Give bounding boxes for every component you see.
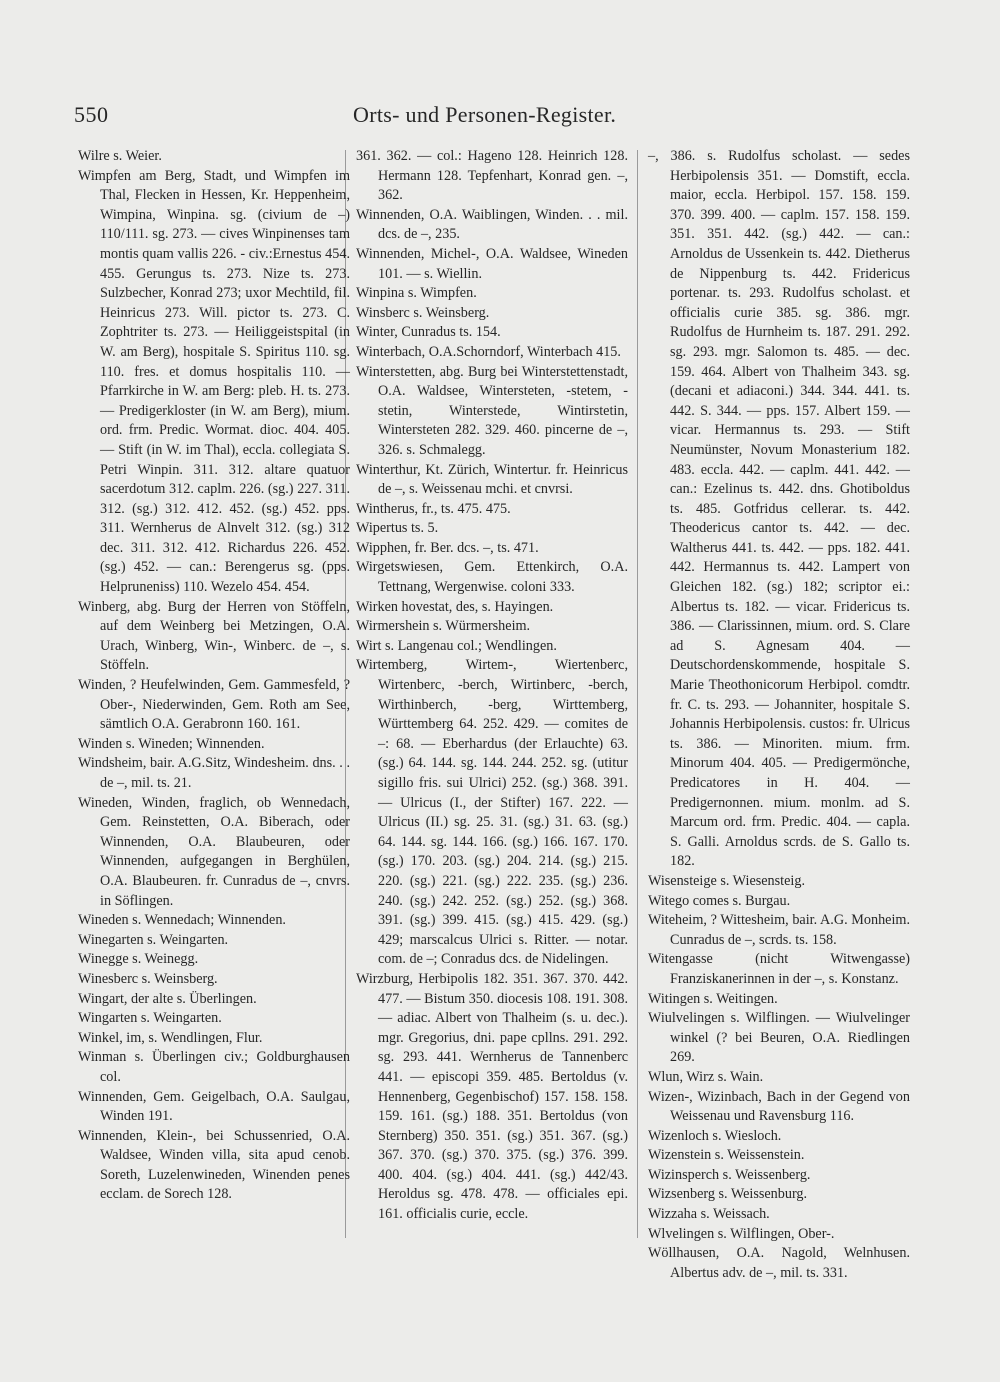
- register-entry: Wirken hovestat, des, s. Hayingen.: [356, 598, 554, 615]
- register-entry: Wirtemberg, Wirtem-, Wiertenberc, Wirtenberc, -berch, Wirtinberc, -berch, Wirthinberch, -berg, Wirttemberg, Württemberg 64. 252. 429. — comites de –: 68. — Eberhardus (der Erlauchte) 63. (sg.) 64. 144. sg. 144. 244. 252. sg. (utitur sigillo fris. sui Ulrici) 252. (sg.) 368. 391. — Ulricus (I., der Stifter) 167. 222. — Ulricus (II.) sg. 25. 31. (sg.) 31. 63. (sg.) 64. 144. sg. 144. 166. (sg.) 166. 167. 170. (sg.) 170. 203. (sg.) 204. 214. (sg.) 215. 220. (sg.) 221. (sg.) 222. 235. (sg.) 236. 240. (sg.) 242. 252. (sg.) 252. (sg.) 368. 391. (sg.) 399. 415. (sg.) 415. 429. (sg.) 429; marscalcus Ulrici s. Ritter. — notar. com. de –; Conradus dcs. de Nidelingen.: [356, 657, 628, 968]
- register-entry: Winnenden, O.A. Waiblingen, Winden. . . mil. dcs. de –, 235.: [356, 206, 628, 243]
- register-entry: –, 386. s. Rudolfus scholast. — sedes Herbipolensis 351. — Domstift, eccla. maior, eccla. Herbipol. 157. 158. 159. 370. 399. 400. — caplm. 157. 158. 159. 351. 351. 442. (sg.) 442. — can.: Arnoldus de Ussenkein ts. 442. Dietherus de Nippenburg ts. 442. Fridericus portenar. ts. 293. Rudolfus scholast. et officialis curie 385. sg. 386. mgr. Rudolfus de Hurnheim ts. 187. 291. 292. sg. 293. mgr. Salomon ts. 485. — dec. 159. 464. Albert von Thalheim 343. sg. (decani et adiaconi.) 344. 344. 441. ts. 442. S. 344. — pps. 157. Albert 159. — vicar. Hermannus ts. 293. — Stift Neumünster, Novum Monasterium 182. 483. eccla. 442. — caplm. 441. 442. — can.: Ezelinus ts. 442. dns. Ghotiboldus ts. 485. Gotfridus cellerar. ts. 442. Theodericus cantor ts. 442. — dec. Waltherus 441. ts. 442. — pps. 182. 441. 442. Hermannus ts. 442. Lampert von Gleichen 182. (sg.) 182; scriptor ei.: Albertus ts. 182. — vicar. Fridericus ts. 386. — Clarissinnen, mium. ord. S. Clare ad S. Agnesam 404. — Deutschordenskommende, hospitale S. Marie Theothonicorum Herbipol. comdtr. fr. C. ts. 293. — Johanniter, hospitale S. Johannis Herbipolensis. custos: fr. Ulricus ts. 386. — Minoriten. mium. frm. Minorum 404. 405. — Predigermönche, Predicatores in H. 404. — Predigernonnen. mium. monlm. ad S. Marcum ord. frm. Predic. 404. — capla. S. Galli. Arnoldus scrds. de S. Gallo ts. 182.: [648, 148, 910, 870]
- register-entry: Winterstetten, abg. Burg bei Winterstettenstadt, O.A. Waldsee, Wintersteten, -stetem, -stetin, Winterstede, Wintirstetin, Wintersteten 282. 329. 460. pincerne de –, 326. s. Schmalegg.: [356, 363, 628, 458]
- register-entry: Wizzaha s. Weissach.: [648, 1206, 770, 1223]
- register-entry: Winegarten s. Weingarten.: [78, 931, 229, 948]
- register-entry: Witingen s. Weitingen.: [648, 990, 778, 1007]
- page-number: 550: [74, 102, 109, 127]
- register-entry: Windsheim, bair. A.G.Sitz, Windesheim. dns. . . de –, mil. ts. 21.: [78, 755, 350, 791]
- register-entry: Witengasse (nicht Witwengasse) Franziskanerinnen in der –, s. Konstanz.: [648, 951, 910, 987]
- page-title: Orts- und Personen-Register.: [353, 102, 617, 127]
- register-entry: Wlvelingen s. Wilflingen, Ober-.: [648, 1225, 835, 1242]
- register-column-middle: [356, 147, 628, 1225]
- register-entry: 361. 362. — col.: Hageno 128. Heinrich 128. Hermann 128. Tepfenhart, Konrad gen. –, 362.: [356, 148, 628, 204]
- register-entry: Wizinsperch s. Weissenberg.: [648, 1166, 811, 1183]
- register-entry: Wizenloch s. Wiesloch.: [648, 1127, 782, 1144]
- register-entry: Wingarten s. Weingarten.: [78, 1010, 222, 1027]
- register-entry: Wirt s. Langenau col.; Wendlingen.: [356, 637, 557, 654]
- register-entry: Winpina s. Wimpfen.: [356, 285, 477, 302]
- register-entry: Winman s. Überlingen civ.; Goldburghausen col.: [78, 1049, 350, 1085]
- register-entry: Winden, ? Heufelwinden, Gem. Gammesfeld, ? Ober-, Niederwinden, Gem. Roth am See, sämtlich O.A. Gerabronn 160. 161.: [78, 677, 350, 733]
- register-entry: Wipphen, fr. Ber. dcs. –, ts. 471.: [356, 539, 539, 556]
- register-entry: Winesberc s. Weinsberg.: [78, 970, 218, 987]
- register-entry: Wizenstein s. Weissenstein.: [648, 1147, 805, 1164]
- register-entry: Wlun, Wirz s. Wain.: [648, 1068, 764, 1085]
- register-entry: Winsberc s. Weinsberg.: [356, 304, 490, 321]
- register-column-right: [648, 147, 910, 1283]
- register-entry: Winnenden, Michel-, O.A. Waldsee, Wineden 101. — s. Wiellin.: [356, 245, 628, 282]
- register-entry: Winberg, abg. Burg der Herren von Stöffeln, auf dem Weinberg bei Metzingen, O.A. Urach, Winberg, Win-, Winberc. de –, s. Stöffeln.: [78, 598, 350, 674]
- register-entry: Wizen-, Wizinbach, Bach in der Gegend von Weissenau und Ravensburg 116.: [648, 1088, 910, 1125]
- register-entry: Wipertus ts. 5.: [356, 520, 439, 537]
- register-entry: Wineden, Winden, fraglich, ob Wennedach, Gem. Reinstetten, O.A. Biberach, oder Winnenden, O.A. Blaubeuren, oder Winnenden, aufgegangen in Berghülen, O.A. Blaubeuren. fr. Cunradus de –, cnvrs. in Söflingen.: [78, 794, 350, 909]
- register-entry: Witego comes s. Burgau.: [648, 892, 791, 909]
- register-entry: Winterthur, Kt. Zürich, Wintertur. fr. Heinricus de –, s. Weissenau mchi. et cnvrsi.: [356, 461, 628, 498]
- register-entry: Wintherus, fr., ts. 475. 475.: [356, 500, 511, 517]
- register-entry: Wöllhausen, O.A. Nagold, Welnhusen. Albertus adv. de –, mil. ts. 331.: [648, 1245, 910, 1281]
- register-entry: Wirgetswiesen, Gem. Ettenkirch, O.A. Tettnang, Wergenwise. coloni 333.: [356, 559, 628, 596]
- register-entry: Winkel, im, s. Wendlingen, Flur.: [78, 1029, 263, 1046]
- register-entry: Winnenden, Gem. Geigelbach, O.A. Saulgau, Winden 191.: [78, 1088, 350, 1125]
- register-entry: Wineden s. Wennedach; Winnenden.: [78, 912, 286, 929]
- register-entry: Wimpfen am Berg, Stadt, und Wimpfen im Thal, Flecken in Hessen, Kr. Heppenheim, Wimpina, Winpina. sg. (civium de –) 110/111. sg. 273. — cives Winpinenses tam montis quam vallis 226. - civ.:Ernestus 454. 455. Gerungus ts. 273. Nize ts. 273. Sulzbecher, Konrad 273; uxor Mechtild, fil. Heinricus 273. Will. pictor ts. 273. C. Zophtriter ts. 273. — Heiliggeistspital (in W. am Berg), hospitale S. Spiritus 110. sg. 110. fres. et domus hospitalis 110. — Pfarrkirche in W. am Berg: pleb. H. ts. 273. — Predigerkloster (in W. am Berg), mium. ord. frm. Predic. Wormat. dioc. 404. 405. — Stift (in W. im Thal), eccla. collegiata S. Petri Winpin. 311. 312. altare quatuor sacerdotum 312. caplm. 226. (sg.) 227. 311. 312. (sg.) 312. 412. 452. (sg.) 452. pps. 311. Wernherus de Alnvelt 312. (sg.) 312 dec. 311. 312. 412. Richardus 226. 452. (sg.) 452. — can.: Berengerus sg. (pps. Helpruneniss) 110. Wezelo 454. 454.: [78, 167, 350, 596]
- column-divider: [637, 150, 638, 1238]
- register-entry: Winegge s. Weinegg.: [78, 951, 199, 968]
- register-entry: Witeheim, ? Wittesheim, bair. A.G. Monheim. Cunradus de –, scrds. ts. 158.: [648, 912, 910, 948]
- register-entry: Wirzburg, Herbipolis 182. 351. 367. 370. 442. 477. — Bistum 350. diocesis 108. 191. 308. — adiac. Albert von Thalheim (s. u. dec.). mgr. Gregorius, dni. pape cpllns. 291. 292. sg. 293. 441. Wernherus de Tannenberc 441. — episcopi 359. 485. Bertoldus (v. Hennenberg, Gegenbischof) 157. 158. 158. 159. 161. (sg.) 188. 351. Bertoldus (von Sternberg) 350. 351. (sg.) 351. 367. (sg.) 367. 370. (sg.) 370. 375. (sg.) 376. 399. 400. 404. (sg.) 404. 441. (sg.) 442/43. Heroldus sg. 478. 478. — officiales epi. 161. officialis curie, eccle.: [356, 970, 628, 1223]
- register-entry: Wizsenberg s. Weissenburg.: [648, 1186, 808, 1203]
- register-entry: Wirmershein s. Würmersheim.: [356, 618, 531, 635]
- register-entry: Wisensteige s. Wiesensteig.: [648, 872, 805, 889]
- register-entry: Winnenden, Klein-, bei Schussenried, O.A. Waldsee, Winden villa, sita apud cenob. Soreth, Luzelenwineden, Winenden penes ecclam. de Sorech 128.: [78, 1127, 350, 1203]
- register-entry: Winterbach, O.A.Schorndorf, Winterbach 415.: [356, 343, 621, 360]
- register-column-left: [78, 147, 350, 1205]
- register-entry: Wingart, der alte s. Überlingen.: [78, 990, 257, 1007]
- register-entry: Winter, Cunradus ts. 154.: [356, 324, 501, 341]
- register-entry: Winden s. Wineden; Winnenden.: [78, 735, 265, 752]
- register-entry: Wiulvelingen s. Wilflingen. — Wiulvelinger winkel (? bei Beuren, O.A. Riedlingen 269.: [648, 1010, 910, 1066]
- register-entry: Wilre s. Weier.: [78, 148, 162, 164]
